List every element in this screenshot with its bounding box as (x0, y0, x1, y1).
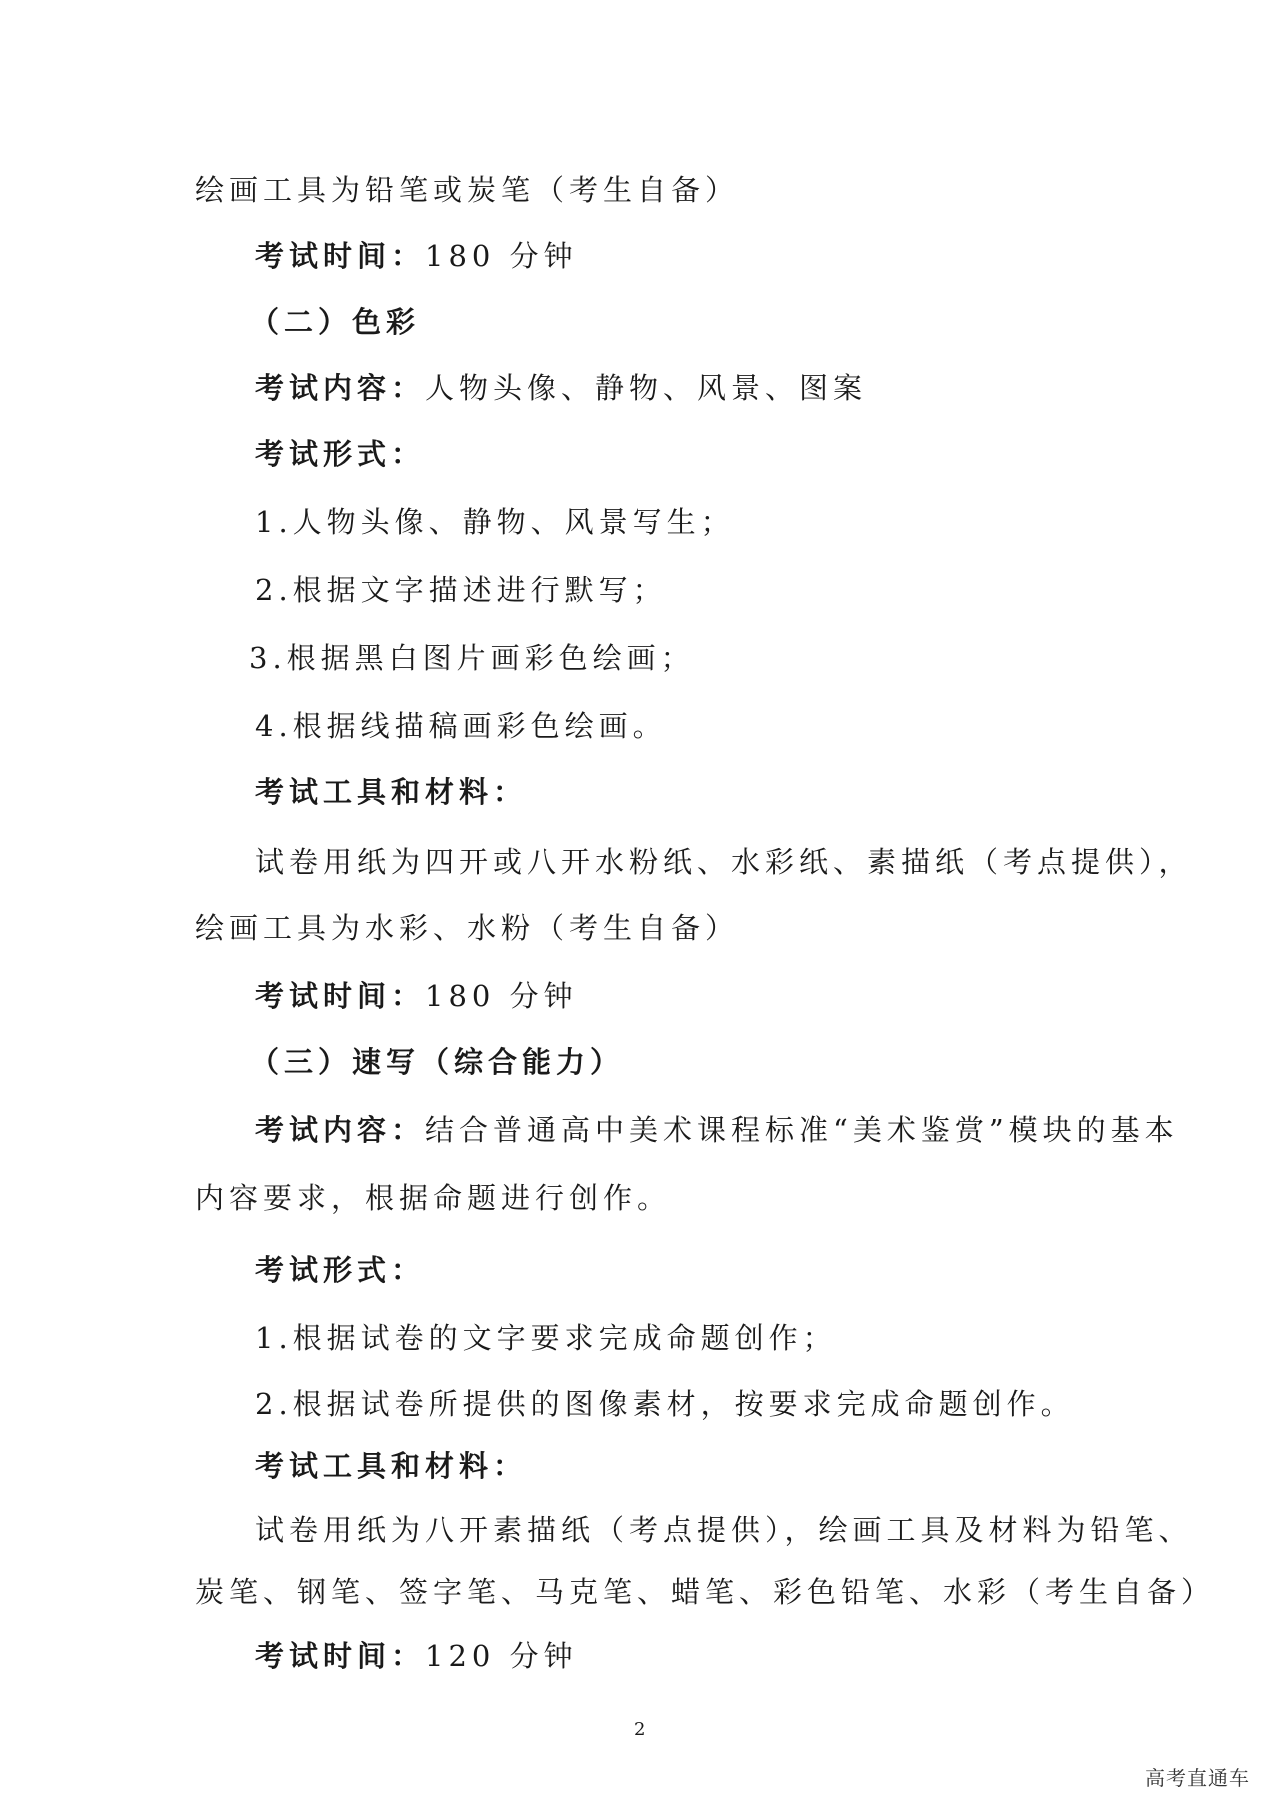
list-item: 1.人物头像、静物、风景写生； (255, 505, 735, 539)
exam-time-value: 180 分钟 (425, 239, 578, 273)
watermark: 高考直通车 (1145, 1766, 1250, 1790)
list-item: 4.根据线描稿画彩色绘画。 (255, 709, 667, 743)
list-item: 2.根据试卷所提供的图像素材，按要求完成命题创作。 (255, 1387, 1075, 1421)
paragraph-line: 试卷用纸为四开或八开水粉纸、水彩纸、素描纸（考点提供）， (255, 845, 1193, 879)
exam-time-sketch2 (255, 1636, 578, 1676)
list-item: 1.根据试卷的文字要求完成命题创作； (255, 1321, 837, 1355)
exam-content-label: 考试内容： (255, 1113, 426, 1147)
exam-time-sketch (255, 236, 578, 276)
exam-time-label: 考试时间： (255, 979, 426, 1013)
exam-time-value: 120 分钟 (425, 1639, 578, 1673)
exam-content-label: 考试内容： (255, 371, 426, 405)
paragraph-drawing-tools: 绘画工具为铅笔或炭笔（考生自备） (195, 173, 740, 207)
paragraph-line: 绘画工具为水彩、水粉（考生自备） (195, 911, 740, 945)
list-item: 2.根据文字描述进行默写； (255, 573, 667, 607)
page-number: 2 (634, 1719, 646, 1740)
exam-form-label: 考试形式： (255, 1253, 426, 1287)
paragraph-line: 内容要求，根据命题进行创作。 (195, 1181, 672, 1215)
exam-time-color (255, 976, 578, 1016)
exam-tools-label: 考试工具和材料： (255, 775, 528, 809)
exam-content-value: 人物头像、静物、风景、图案 (425, 371, 868, 405)
exam-tools-label: 考试工具和材料： (255, 1449, 528, 1483)
exam-time-label: 考试时间： (255, 1639, 426, 1673)
paragraph-line: 试卷用纸为八开素描纸（考点提供），绘画工具及材料为铅笔、 (255, 1513, 1193, 1547)
section-heading-color: （二）色彩 (250, 305, 421, 339)
exam-time-value: 180 分钟 (425, 979, 578, 1013)
exam-content-sketch (255, 1110, 1179, 1150)
exam-content-value: 结合普通高中美术课程标准“美术鉴赏”模块的基本 (425, 1113, 1179, 1147)
exam-time-label: 考试时间： (255, 239, 426, 273)
exam-form-label: 考试形式： (255, 437, 426, 471)
list-item: 3.根据黑白图片画彩色绘画； (249, 641, 695, 675)
exam-content-color (255, 368, 867, 408)
section-heading-sketch: （三）速写（综合能力） (250, 1045, 625, 1079)
paragraph-line: 炭笔、钢笔、签字笔、马克笔、蜡笔、彩色铅笔、水彩（考生自备） (195, 1575, 1216, 1609)
